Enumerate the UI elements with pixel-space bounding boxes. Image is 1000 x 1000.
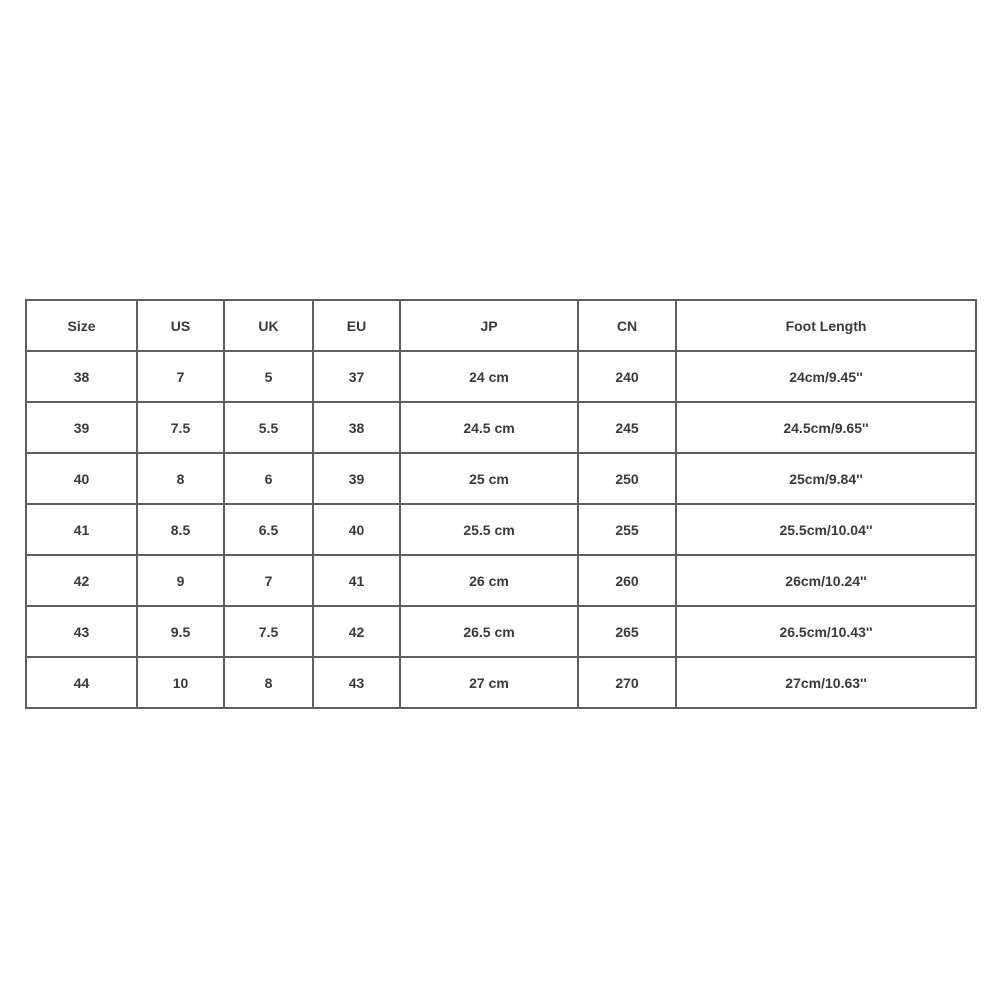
cell-jp: 24 cm (400, 351, 578, 402)
cell-size: 41 (26, 504, 137, 555)
column-header-size: Size (26, 300, 137, 351)
cell-uk: 6 (224, 453, 313, 504)
cell-us: 7 (137, 351, 224, 402)
cell-size: 39 (26, 402, 137, 453)
table-row (26, 453, 976, 504)
cell-jp: 26.5 cm (400, 606, 578, 657)
cell-eu: 43 (313, 657, 400, 708)
cell-uk: 7.5 (224, 606, 313, 657)
cell-cn: 270 (578, 657, 676, 708)
cell-jp: 27 cm (400, 657, 578, 708)
cell-eu: 37 (313, 351, 400, 402)
column-header-uk: UK (224, 300, 313, 351)
cell-uk: 7 (224, 555, 313, 606)
cell-eu: 40 (313, 504, 400, 555)
cell-size: 38 (26, 351, 137, 402)
column-header-foot-length: Foot Length (676, 300, 976, 351)
cell-eu: 42 (313, 606, 400, 657)
cell-cn: 240 (578, 351, 676, 402)
cell-jp: 25 cm (400, 453, 578, 504)
cell-jp: 24.5 cm (400, 402, 578, 453)
column-header-eu: EU (313, 300, 400, 351)
cell-cn: 250 (578, 453, 676, 504)
cell-uk: 8 (224, 657, 313, 708)
cell-foot-length: 24cm/9.45'' (676, 351, 976, 402)
cell-us: 7.5 (137, 402, 224, 453)
cell-cn: 265 (578, 606, 676, 657)
cell-jp: 25.5 cm (400, 504, 578, 555)
column-header-cn: CN (578, 300, 676, 351)
cell-us: 9 (137, 555, 224, 606)
table-row (26, 555, 976, 606)
table-row (26, 606, 976, 657)
cell-us: 10 (137, 657, 224, 708)
cell-size: 43 (26, 606, 137, 657)
cell-us: 8.5 (137, 504, 224, 555)
table-row (26, 504, 976, 555)
cell-foot-length: 26.5cm/10.43'' (676, 606, 976, 657)
cell-uk: 6.5 (224, 504, 313, 555)
cell-eu: 41 (313, 555, 400, 606)
cell-us: 8 (137, 453, 224, 504)
cell-uk: 5.5 (224, 402, 313, 453)
cell-cn: 255 (578, 504, 676, 555)
cell-size: 40 (26, 453, 137, 504)
cell-us: 9.5 (137, 606, 224, 657)
table-row (26, 402, 976, 453)
cell-size: 42 (26, 555, 137, 606)
cell-foot-length: 24.5cm/9.65'' (676, 402, 976, 453)
cell-uk: 5 (224, 351, 313, 402)
cell-foot-length: 27cm/10.63'' (676, 657, 976, 708)
cell-eu: 38 (313, 402, 400, 453)
cell-cn: 260 (578, 555, 676, 606)
column-header-jp: JP (400, 300, 578, 351)
cell-cn: 245 (578, 402, 676, 453)
table-header-row (26, 300, 976, 351)
table-row (26, 351, 976, 402)
cell-foot-length: 25.5cm/10.04'' (676, 504, 976, 555)
cell-foot-length: 25cm/9.84'' (676, 453, 976, 504)
cell-size: 44 (26, 657, 137, 708)
cell-foot-length: 26cm/10.24'' (676, 555, 976, 606)
cell-jp: 26 cm (400, 555, 578, 606)
column-header-us: US (137, 300, 224, 351)
table-row (26, 657, 976, 708)
size-chart-table (25, 299, 977, 709)
cell-eu: 39 (313, 453, 400, 504)
